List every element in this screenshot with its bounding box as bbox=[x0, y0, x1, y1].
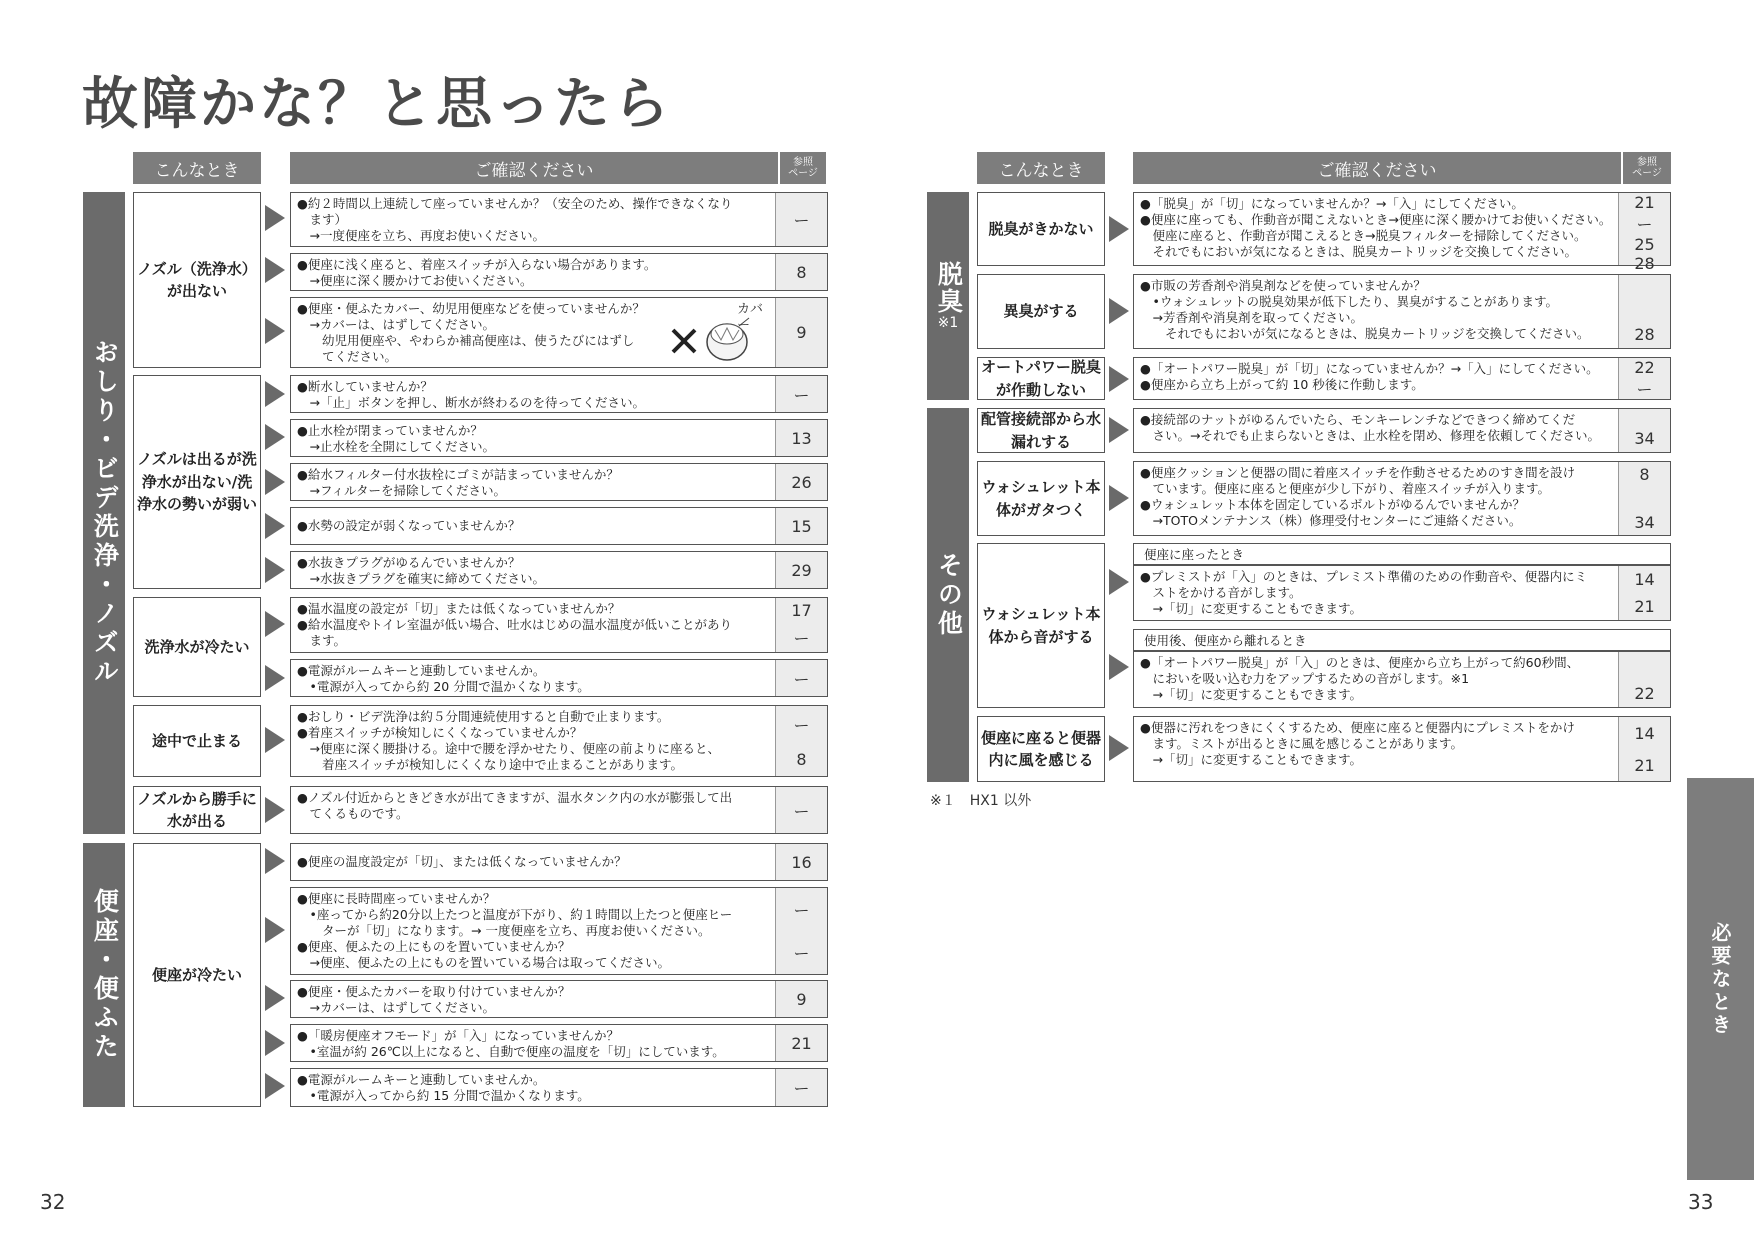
ref-page: 14 21 bbox=[1618, 566, 1670, 620]
check-item: ●便座の温度設定が「切」、または低くなっていませんか？ 16 bbox=[290, 843, 828, 881]
check-item: ●ノズル付近からときどき水が出てきますが、温水タンク内の水が膨張して出 てくるものです。 ー bbox=[290, 786, 828, 834]
header-situation-right: こんなとき bbox=[977, 152, 1105, 184]
arrow-icon bbox=[265, 917, 285, 943]
ref-page: 15 bbox=[775, 508, 827, 544]
header-check: ご確認ください bbox=[290, 152, 778, 184]
check-item: ●接続部のナットがゆるんでいたら、モンキーレンチなどできつく締めてくだ さい。→それでも止まらないときは、止水栓を閉め、修理を依頼してください。 34 bbox=[1133, 408, 1671, 453]
check-item: ●便座に浅く座ると、着座スイッチが入らない場合があります。 →便座に深く腰かけてお使いください。 8 bbox=[290, 253, 828, 291]
arrow-icon bbox=[1109, 298, 1129, 324]
page-number-right: 33 bbox=[1688, 1190, 1714, 1214]
arrow-icon bbox=[265, 557, 285, 583]
ref-page: 13 bbox=[775, 420, 827, 456]
header-check-right: ご確認ください bbox=[1133, 152, 1621, 184]
situation-deodorize-weak: 脱臭がきかない bbox=[977, 192, 1105, 266]
check-item: ●温水温度の設定が「切」または低くなっていませんか？ ●給水温度やトイレ室温が低い場合、吐水はじめの温水温度が低いことがあり ます。 17 ー bbox=[290, 597, 828, 653]
header-situation: こんなとき bbox=[133, 152, 261, 184]
arrow-icon bbox=[265, 1030, 285, 1056]
arrow-icon bbox=[265, 469, 285, 495]
ref-page: 9 bbox=[775, 298, 827, 367]
check-item: ●電源がルームキーと連動していませんか。 •電源が入ってから約 15 分間で温かくなります。 ー bbox=[290, 1068, 828, 1107]
check-item: ●給水フィルター付水抜栓にゴミが詰まっていませんか？ →フィルターを掃除してください。 26 bbox=[290, 463, 828, 501]
ref-page: 8 34 bbox=[1618, 462, 1670, 535]
situation-cold-water: 洗浄水が冷たい bbox=[133, 597, 261, 697]
ref-page: 8 bbox=[775, 254, 827, 290]
check-item: ●水勢の設定が弱くなっていませんか？ 15 bbox=[290, 507, 828, 545]
arrow-icon bbox=[265, 205, 285, 231]
side-tab: 必要なとき bbox=[1687, 778, 1754, 1180]
arrow-icon bbox=[1109, 417, 1129, 443]
arrow-icon bbox=[265, 848, 285, 874]
header-ref-right: 参照 ページ bbox=[1623, 152, 1671, 184]
check-item: ●水抜きプラグがゆるんでいませんか？ →水抜きプラグを確実に締めてください。 29 bbox=[290, 551, 828, 589]
ref-page: 29 bbox=[775, 552, 827, 588]
situation-seat-cold: 便座が冷たい bbox=[133, 843, 261, 1107]
category-deodorize: 脱臭 ※1 bbox=[927, 192, 969, 400]
check-item: ●プレミストが「入」のときは、プレミスト準備のための作動音や、便器内にミ ストをかける音がします。 →「切」に変更することもできます。 14 21 bbox=[1133, 565, 1671, 621]
check-item: ●便座・便ふたカバーを取り付けていませんか？ →カバーは、はずしてください。 9 bbox=[290, 980, 828, 1018]
arrow-icon bbox=[265, 611, 285, 637]
page-number-left: 32 bbox=[40, 1190, 66, 1214]
ref-page: ー 8 bbox=[775, 706, 827, 776]
check-item: ●断水していませんか？ →「止」ボタンを押し、断水が終わるのを待ってください。 ー bbox=[290, 375, 828, 413]
ref-page: ー bbox=[775, 1069, 827, 1106]
ref-page: ー bbox=[775, 376, 827, 412]
arrow-icon bbox=[265, 318, 285, 344]
check-item: ●「脱臭」が「切」になっていませんか？→「入」にしてください。 ●便座に座っても、作動音が聞こえないとき→便座に深く腰かけてお使いください。 便座に座ると、作動音が聞こえるとき→脱臭フィルターを掃除してください。 それでもにおいが気になるときは、脱臭カートリッジを交換してください。 21 ー 25 28 bbox=[1133, 192, 1671, 266]
check-item: ●電源がルームキーと連動していませんか。 •電源が入ってから約 20 分間で温かくなります。 ー bbox=[290, 659, 828, 697]
subheader-when-seated: 便座に座ったとき bbox=[1133, 543, 1671, 565]
situation-pipe-leak: 配管接続部から水漏れする bbox=[977, 408, 1105, 453]
check-item: ●便器に汚れをつきにくくするため、便座に座ると便器内にプレミストをかけ ます。ミストが出るときに風を感じることがあります。 →「切」に変更することもできます。 14 21 bbox=[1133, 716, 1671, 782]
ref-page: 14 21 bbox=[1618, 717, 1670, 781]
ref-page: 28 bbox=[1618, 275, 1670, 348]
situation-nozzle-drips: ノズルから勝手に水が出る bbox=[133, 786, 261, 834]
ref-page: 9 bbox=[775, 981, 827, 1017]
ref-page: 21 ー 25 28 bbox=[1618, 193, 1670, 265]
ref-page: 22 ー bbox=[1618, 358, 1670, 399]
ref-page: ー ー bbox=[775, 888, 827, 974]
situation-auto-deodorize: オートパワー脱臭が作動しない bbox=[977, 357, 1105, 400]
check-item: ●止水栓が閉まっていませんか？ →止水栓を全開にしてください。 13 bbox=[290, 419, 828, 457]
arrow-icon bbox=[1109, 216, 1129, 242]
situation-weak-water: ノズルは出るが洗浄水が出ない/洗浄水の勢いが弱い bbox=[133, 375, 261, 589]
arrow-icon bbox=[265, 1073, 285, 1099]
ref-page: 26 bbox=[775, 464, 827, 500]
check-item: ●便座・便ふたカバー、幼児用便座などを使っていませんか？ →カバーは、はずしてください。 幼児用便座や、やわらか補高便座は、使うたびにはずし てください。 カバー 9 bbox=[290, 297, 828, 368]
arrow-icon bbox=[1109, 654, 1129, 680]
ref-page: ー bbox=[775, 787, 827, 833]
header-ref: 参照 ページ bbox=[780, 152, 826, 184]
arrow-icon bbox=[265, 513, 285, 539]
check-item: ●約２時間以上連続して座っていませんか？（安全のため、操作できなくなり ます） →一度便座を立ち、再度お使いください。 ー bbox=[290, 192, 828, 247]
check-item: ●おしり・ビデ洗浄は約５分間連続使用すると自動で止まります。 ●着座スイッチが検知しにくくなっていませんか？ →便座に深く腰掛ける。途中で腰を浮かせたり、便座の前よりに座ると、 着座スイッチが検知しにくくなり途中で止まることがあります。 ー 8 bbox=[290, 705, 828, 777]
situation-odor: 異臭がする bbox=[977, 274, 1105, 349]
situation-nozzle-no-water: ノズル（洗浄水）が出ない bbox=[133, 192, 261, 368]
situation-body-rattle: ウォシュレット本体がガタつく bbox=[977, 461, 1105, 536]
arrow-icon bbox=[265, 257, 285, 283]
cross-icon bbox=[673, 330, 695, 352]
arrow-icon bbox=[1109, 569, 1129, 595]
check-item: ●便座クッションと便器の間に着座スイッチを作動させるためのすき間を設け ています。便座に座ると便座が少し下がり、着座スイッチが入ります。 ●ウォシュレット本体を固定しているボルトがゆるんでいませんか？ →TOTOメンテナンス（株）修理受付センターにご連絡ください。 8 34 bbox=[1133, 461, 1671, 536]
situation-stops-midway: 途中で止まる bbox=[133, 705, 261, 777]
situation-wind-in-bowl: 便座に座ると便器内に風を感じる bbox=[977, 716, 1105, 782]
arrow-icon bbox=[265, 727, 285, 753]
check-item: ●「オートパワー脱臭」が「切」になっていませんか？→「入」にしてください。 ●便座から立ち上がって約 10 秒後に作動します。 22 ー bbox=[1133, 357, 1671, 400]
category-other: その他 bbox=[927, 408, 969, 782]
category-seat-lid: 便座・便ふた bbox=[83, 843, 125, 1107]
arrow-icon bbox=[1109, 485, 1129, 511]
situation-body-noise: ウォシュレット本体から音がする bbox=[977, 543, 1105, 708]
check-item: ●「オートパワー脱臭」が「入」のときは、便座から立ち上がって約60秒間、 においを吸い込む力をアップするための音がします。※1 →「切」に変更することもできます。 22 bbox=[1133, 651, 1671, 708]
arrow-icon bbox=[1109, 735, 1129, 761]
cover-caption: カバー bbox=[737, 302, 764, 333]
ref-page: 17 ー bbox=[775, 598, 827, 652]
arrow-icon bbox=[265, 424, 285, 450]
check-item: ●「暖房便座オフモード」が「入」になっていませんか？ •室温が約 26℃以上になると、自動で便座の温度を「切」にしています。 21 bbox=[290, 1024, 828, 1062]
arrow-icon bbox=[265, 985, 285, 1011]
ref-page: ー bbox=[775, 660, 827, 696]
footnote: ※１ HX1 以外 bbox=[930, 793, 1032, 809]
category-washlet-nozzle: おしり・ビデ洗浄・ノズル bbox=[83, 192, 125, 834]
page-title: 故障かな？と思ったら bbox=[82, 72, 672, 137]
arrow-icon bbox=[1109, 366, 1129, 392]
ref-page: ー bbox=[775, 193, 827, 246]
ref-page: 21 bbox=[775, 1025, 827, 1061]
ref-page: 16 bbox=[775, 844, 827, 880]
arrow-icon bbox=[265, 381, 285, 407]
ref-page: 22 bbox=[1618, 652, 1670, 707]
subheader-after-use: 使用後、便座から離れるとき bbox=[1133, 629, 1671, 651]
arrow-icon bbox=[265, 797, 285, 823]
check-item: ●便座に長時間座っていませんか？ •座ってから約20分以上たつと温度が下がり、約１時間以上たつと便座ヒー ターが「切」になります。→ 一度便座を立ち、再度お使いください。 ●便座、便ふたの上にものを置いていませんか？ →便座、便ふたの上にものを置いている場合は取ってください。 ー ー bbox=[290, 887, 828, 975]
check-item: ●市販の芳香剤や消臭剤などを使っていませんか？ •ウォシュレットの脱臭効果が低下したり、異臭がすることがあります。 →芳香剤や消臭剤を取ってください。 それでもにおいが気になるときは、脱臭カートリッジを交換してください。 28 bbox=[1133, 274, 1671, 349]
arrow-icon bbox=[265, 665, 285, 691]
ref-page: 34 bbox=[1618, 409, 1670, 452]
